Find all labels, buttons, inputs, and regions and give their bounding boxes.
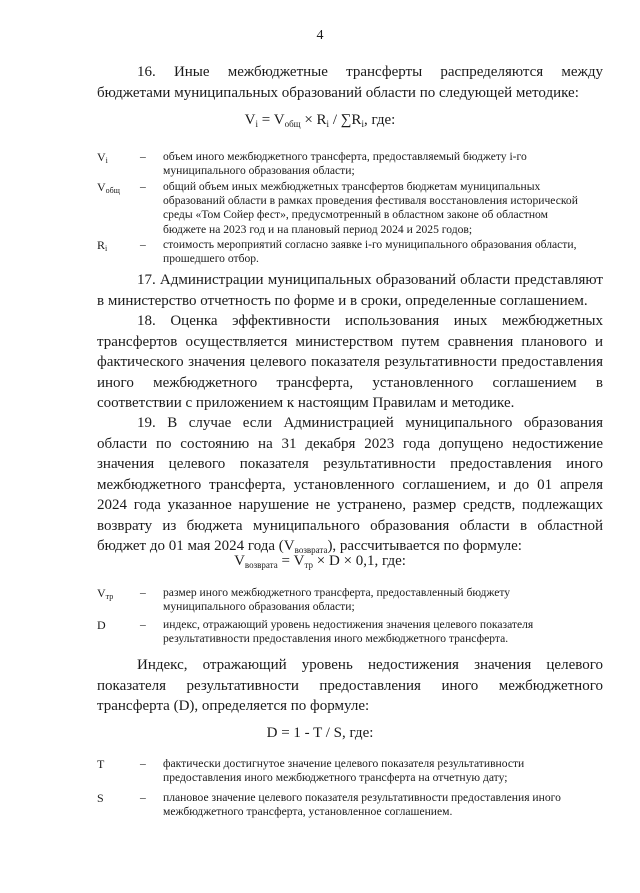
paragraph-19: 19. В случае если Администрацией муниципального образования области по состоянию на 31 декабря 2023 года допущено недостижение значения целевого показателя результативности предоставления иного межбюджетного трансферта, установленного соглашением, и до 01 апреля 2024 года указанное нарушение не устранено, размер средств, подлежащих возврату из бюджета муниципального образования области в областной бюджет до 01 мая 2024 года $(V_{возврата})$, рассчитывается по формуле: [97, 415, 603, 555]
formula-index: D = 1 - T / S, где: [266, 725, 374, 741]
definition-vtr: $V_{тр}$ – размер иного межбюджетного трансферта, предоставленный бюджету муниципального образования области; [97, 586, 511, 614]
definition-s: S – плановое значение целевого показателя результативности предоставления иного межбюджетного трансферта, установленное соглашением. [97, 791, 561, 819]
formula-refund: $V_{возврата} = V_{тр} \times D \times 0,1$, где: [234, 553, 406, 570]
paragraph-16: 16. Иные межбюджетные трансферты распределяются между бюджетами муниципальных образований области по следующей методике: [97, 64, 603, 101]
formula-distribution: $V_i = V_{общ} \times R_i / \sum R_i$, где: [244, 112, 396, 129]
page-number: 4 [316, 28, 324, 43]
definition-ri: $R_i$ – стоимость мероприятий согласно заявке i-го муниципального образования области, прошедшего отбор. [97, 238, 577, 266]
definition-t: T – фактически достигнутое значение целевого показателя результативности предоставления иного межбюджетного трансферта на отчетную дату; [97, 757, 525, 785]
definition-vobsch: $V_{общ}$ – общий объем иных межбюджетных трансфертов бюджетам муниципальных образований области в рамках проведения фестиваля восстановления исторической среды «Том Сойер фест», предусмотренный в областном законе об областном бюджете на 2023 год и на плановый период 2024 и 2025 годов; [97, 180, 578, 236]
definition-d: D – индекс, отражающий уровень недостижения значения целевого показателя результативности предоставления иного межбюджетного трансферта. [97, 618, 534, 646]
paragraph-18: 18. Оценка эффективности использования иных межбюджетных трансфертов осуществляется министерством путем сравнения планового и фактического значения целевого показателя результативности предоставления иного межбюджетного трансферта, установленного соглашением в соответствии с приложением к настоящим Правилам и методике. [97, 313, 603, 411]
paragraph-index: Индекс, отражающий уровень недостижения значения целевого показателя результативности предоставления иного межбюджетного трансферта (D), определяется по формуле: [97, 657, 603, 714]
paragraph-17: 17. Администрации муниципальных образований области представляют в министерство отчетность по форме и в сроки, определенные соглашением. [97, 272, 603, 309]
definition-vi: $V_i$ – объем иного межбюджетного трансферта, предоставляемый бюджету i-го муниципального образования области; [97, 150, 527, 178]
